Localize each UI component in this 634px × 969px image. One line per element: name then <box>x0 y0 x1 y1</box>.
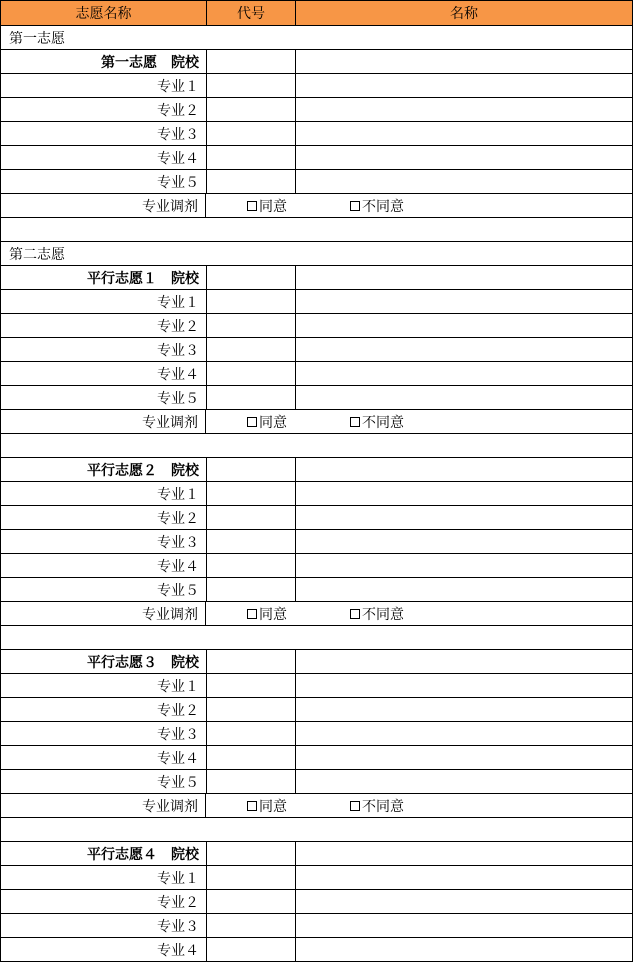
code-cell[interactable] <box>206 530 295 553</box>
code-cell[interactable] <box>206 170 295 193</box>
adjust-label: 专业调剂 <box>1 410 206 433</box>
name-cell[interactable] <box>295 266 632 289</box>
name-cell[interactable] <box>295 50 632 73</box>
name-cell[interactable] <box>295 746 632 769</box>
code-cell[interactable] <box>206 866 295 889</box>
major-row <box>0 530 633 554</box>
major-label: 专业３ <box>157 534 199 551</box>
major-label: 专业５ <box>157 774 199 791</box>
disagree-option[interactable] <box>350 194 404 217</box>
disagree-option[interactable] <box>350 602 404 625</box>
major-row <box>0 98 633 122</box>
major-label: 专业２ <box>157 510 199 527</box>
checkbox-icon[interactable] <box>350 609 360 619</box>
checkbox-icon[interactable] <box>247 609 257 619</box>
code-cell[interactable] <box>206 842 295 865</box>
disagree-label: 不同意 <box>362 798 404 815</box>
major-label: 专业１ <box>157 870 199 887</box>
major-label: 专业５ <box>157 582 199 599</box>
name-cell[interactable] <box>295 74 632 97</box>
code-cell[interactable] <box>206 290 295 313</box>
adjust-label: 专业调剂 <box>1 194 206 217</box>
name-cell[interactable] <box>295 554 632 577</box>
school-label: 平行志愿３ 院校 <box>87 654 199 671</box>
disagree-option[interactable] <box>350 410 404 433</box>
agree-label: 同意 <box>259 198 287 215</box>
section-row-first <box>0 26 633 50</box>
school-label: 平行志愿２ 院校 <box>87 462 199 479</box>
major-label: 专业５ <box>157 174 199 191</box>
name-cell[interactable] <box>295 506 632 529</box>
name-cell[interactable] <box>295 170 632 193</box>
code-cell[interactable] <box>206 650 295 673</box>
major-label: 专业５ <box>157 390 199 407</box>
agree-label: 同意 <box>259 798 287 815</box>
major-row <box>0 770 633 794</box>
disagree-label: 不同意 <box>362 414 404 431</box>
checkbox-icon[interactable] <box>350 801 360 811</box>
spacer-row <box>0 626 633 650</box>
agree-option[interactable] <box>247 602 287 625</box>
name-cell[interactable] <box>295 362 632 385</box>
section-title-second: 第二志愿 <box>9 246 65 263</box>
code-cell[interactable] <box>206 938 295 961</box>
name-cell[interactable] <box>295 770 632 793</box>
adjust-row <box>0 194 633 218</box>
code-cell[interactable] <box>206 314 295 337</box>
major-label: 专业４ <box>157 150 199 167</box>
school-row-parallel-4 <box>0 842 633 866</box>
code-cell[interactable] <box>206 890 295 913</box>
agree-label: 同意 <box>259 414 287 431</box>
school-label: 第一志愿 院校 <box>101 54 199 71</box>
code-cell[interactable] <box>206 914 295 937</box>
name-cell[interactable] <box>295 314 632 337</box>
major-row <box>0 122 633 146</box>
code-cell[interactable] <box>206 74 295 97</box>
school-row-parallel-1 <box>0 266 633 290</box>
major-label: 专业３ <box>157 342 199 359</box>
code-cell[interactable] <box>206 338 295 361</box>
major-row <box>0 914 633 938</box>
table-header <box>0 0 633 26</box>
major-row <box>0 578 633 602</box>
school-row-parallel-2 <box>0 458 633 482</box>
disagree-option[interactable] <box>350 794 404 817</box>
disagree-label: 不同意 <box>362 198 404 215</box>
code-cell[interactable] <box>206 122 295 145</box>
major-row <box>0 170 633 194</box>
major-label: 专业１ <box>157 78 199 95</box>
name-cell[interactable] <box>295 98 632 121</box>
name-cell[interactable] <box>295 530 632 553</box>
code-cell[interactable] <box>206 458 295 481</box>
major-label: 专业２ <box>157 318 199 335</box>
agree-option[interactable] <box>247 794 287 817</box>
major-label: 专业３ <box>157 126 199 143</box>
name-cell[interactable] <box>295 890 632 913</box>
major-label: 专业１ <box>157 678 199 695</box>
name-cell[interactable] <box>295 722 632 745</box>
major-label: 专业４ <box>157 750 199 767</box>
spacer-row <box>0 218 633 242</box>
name-cell[interactable] <box>295 578 632 601</box>
major-row <box>0 554 633 578</box>
code-cell[interactable] <box>206 98 295 121</box>
spacer-row <box>0 434 633 458</box>
major-label: 专业４ <box>157 558 199 575</box>
code-cell[interactable] <box>206 482 295 505</box>
name-cell[interactable] <box>295 866 632 889</box>
code-cell[interactable] <box>206 746 295 769</box>
code-cell[interactable] <box>206 50 295 73</box>
major-label: 专业３ <box>157 918 199 935</box>
adjust-row <box>0 794 633 818</box>
agree-label: 同意 <box>259 606 287 623</box>
school-row-first <box>0 50 633 74</box>
major-row <box>0 314 633 338</box>
code-cell[interactable] <box>206 146 295 169</box>
major-row <box>0 938 633 962</box>
code-cell[interactable] <box>206 266 295 289</box>
name-cell[interactable] <box>295 842 632 865</box>
adjust-label: 专业调剂 <box>1 794 206 817</box>
name-cell[interactable] <box>295 650 632 673</box>
code-cell[interactable] <box>206 506 295 529</box>
major-row <box>0 722 633 746</box>
name-cell[interactable] <box>295 938 632 961</box>
major-label: 专业１ <box>157 486 199 503</box>
major-label: 专业１ <box>157 294 199 311</box>
name-cell[interactable] <box>295 338 632 361</box>
major-row <box>0 290 633 314</box>
checkbox-icon[interactable] <box>247 201 257 211</box>
adjust-row <box>0 602 633 626</box>
major-row <box>0 746 633 770</box>
name-cell[interactable] <box>295 914 632 937</box>
header-code: 代号 <box>206 1 295 25</box>
major-label: 专业２ <box>157 102 199 119</box>
name-cell[interactable] <box>295 674 632 697</box>
major-row <box>0 146 633 170</box>
disagree-label: 不同意 <box>362 606 404 623</box>
code-cell[interactable] <box>206 722 295 745</box>
name-cell[interactable] <box>295 290 632 313</box>
checkbox-icon[interactable] <box>247 801 257 811</box>
school-row-parallel-3 <box>0 650 633 674</box>
code-cell[interactable] <box>206 554 295 577</box>
school-label: 平行志愿１ 院校 <box>87 270 199 287</box>
section-row-second <box>0 242 633 266</box>
school-label: 平行志愿４ 院校 <box>87 846 199 863</box>
major-row <box>0 674 633 698</box>
major-row <box>0 482 633 506</box>
major-label: 专业４ <box>157 942 199 959</box>
agree-option[interactable] <box>247 410 287 433</box>
major-row <box>0 698 633 722</box>
code-cell[interactable] <box>206 698 295 721</box>
name-cell[interactable] <box>295 386 632 409</box>
agree-option[interactable] <box>247 194 287 217</box>
major-label: 专业４ <box>157 366 199 383</box>
code-cell[interactable] <box>206 674 295 697</box>
major-row <box>0 506 633 530</box>
major-row <box>0 866 633 890</box>
major-row <box>0 890 633 914</box>
header-volunteer-name: 志愿名称 <box>75 6 132 22</box>
major-row <box>0 386 633 410</box>
name-cell[interactable] <box>295 482 632 505</box>
adjust-label: 专业调剂 <box>1 602 206 625</box>
code-cell[interactable] <box>206 578 295 601</box>
major-label: 专业２ <box>157 702 199 719</box>
major-label: 专业２ <box>157 894 199 911</box>
name-cell[interactable] <box>295 146 632 169</box>
adjust-row <box>0 410 633 434</box>
name-cell[interactable] <box>295 458 632 481</box>
code-cell[interactable] <box>206 386 295 409</box>
checkbox-icon[interactable] <box>350 201 360 211</box>
name-cell[interactable] <box>295 122 632 145</box>
header-name: 名称 <box>295 1 632 25</box>
checkbox-icon[interactable] <box>247 417 257 427</box>
major-row <box>0 338 633 362</box>
spacer-row <box>0 818 633 842</box>
name-cell[interactable] <box>295 698 632 721</box>
code-cell[interactable] <box>206 770 295 793</box>
major-row <box>0 362 633 386</box>
major-row <box>0 74 633 98</box>
section-title-first: 第一志愿 <box>9 30 65 47</box>
major-label: 专业３ <box>157 726 199 743</box>
checkbox-icon[interactable] <box>350 417 360 427</box>
code-cell[interactable] <box>206 362 295 385</box>
